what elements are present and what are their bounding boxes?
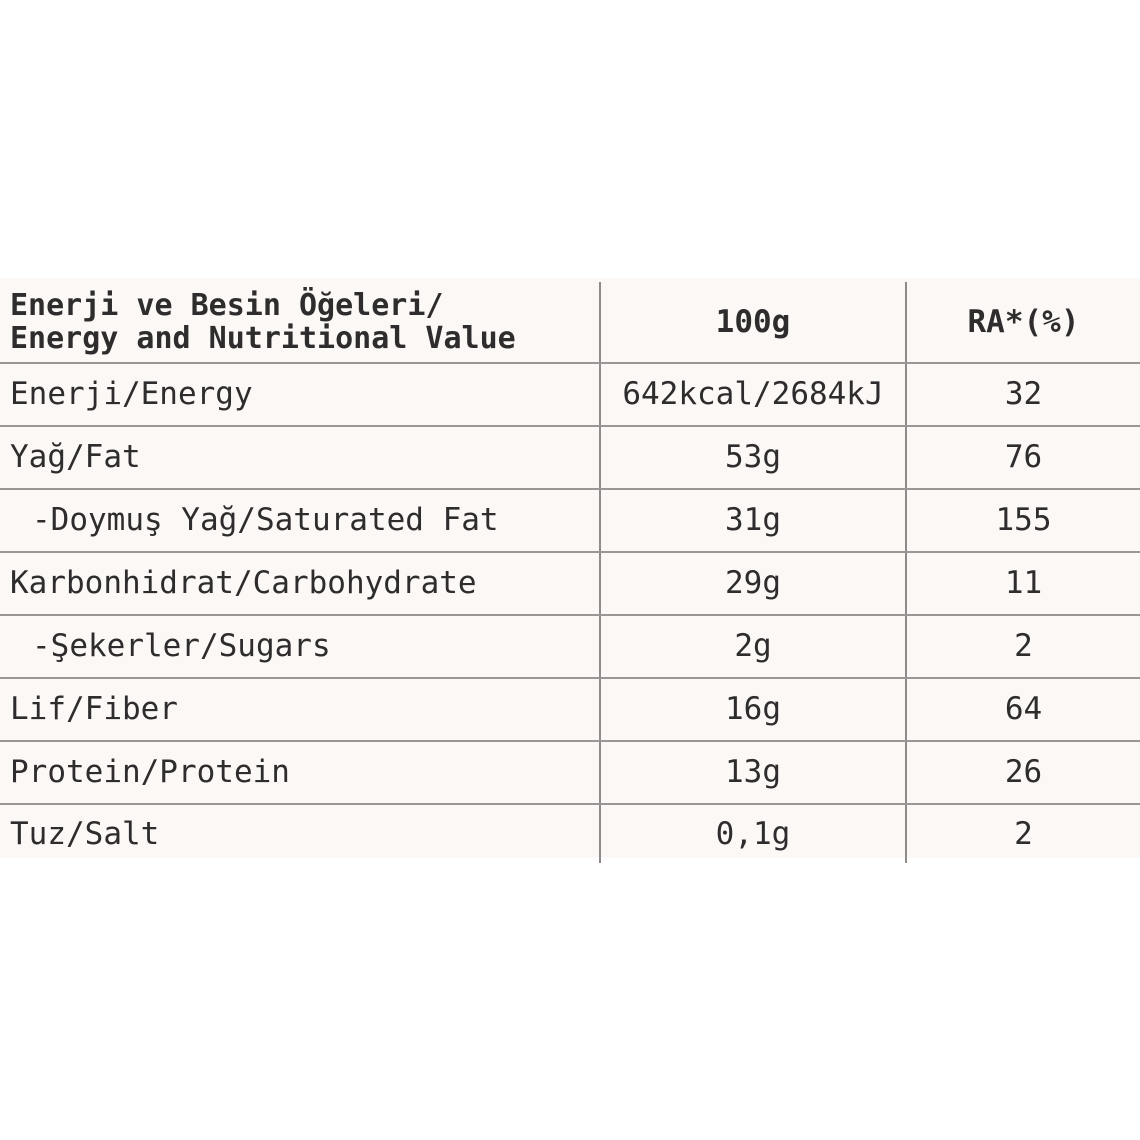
row-amount: 16g [600,678,906,741]
row-amount: 31g [600,489,906,552]
row-nutrient-name [0,804,600,863]
header-nutrient-label [0,282,600,363]
header-amount: 100g [600,282,906,363]
header-nutrient-label-line2: Energy and Nutritional Value [10,321,516,356]
table-row [0,426,1140,489]
row-ra: 76 [906,426,1140,489]
row-ra: 2 [1014,815,1033,852]
row-amount: 13g [600,741,906,804]
row-ra: 26 [906,741,1140,804]
table-row [0,363,1140,426]
row-amount: 0,1g [600,804,906,863]
row-amount: 29g [600,552,906,615]
row-ra: 64 [906,678,1140,741]
table-row [0,741,1140,804]
table-row [0,678,1140,741]
row-ra: 11 [906,552,1140,615]
row-nutrient-name [0,426,600,489]
table-row [0,552,1140,615]
row-nutrient-name-text: Protein/Protein [10,754,290,791]
nutrition-table-header-row [0,282,1140,363]
table-row [0,804,1140,863]
row-nutrient-name [0,552,600,615]
header-nutrient-label-line1: Enerji ve Besin Öğeleri/ [10,288,444,323]
row-nutrient-name-text: Tuz/Salt [10,815,160,852]
row-nutrient-name-text: Enerji/Energy [10,376,253,413]
row-amount: 642kcal/2684kJ [600,363,906,426]
row-nutrient-name [0,615,600,678]
row-nutrient-name-text: -Doymuş Yağ/Saturated Fat [32,502,499,539]
table-row [0,489,1140,552]
row-ra: 155 [906,489,1140,552]
row-nutrient-name-text: Karbonhidrat/Carbohydrate [10,565,477,602]
row-nutrient-name-text: -Şekerler/Sugars [32,628,331,665]
row-nutrient-name [0,363,600,426]
row-nutrient-name [0,678,600,741]
row-nutrient-name [0,741,600,804]
row-ra: 2 [906,615,1140,678]
row-amount: 2g [600,615,906,678]
header-ra: RA*(%) [906,282,1140,363]
row-nutrient-name-text: Lif/Fiber [10,691,178,728]
nutrition-table [0,282,1140,863]
row-amount: 53g [600,426,906,489]
table-row [0,615,1140,678]
row-nutrient-name [0,489,600,552]
row-nutrient-name-text: Yağ/Fat [10,439,141,476]
row-ra: 32 [906,363,1140,426]
